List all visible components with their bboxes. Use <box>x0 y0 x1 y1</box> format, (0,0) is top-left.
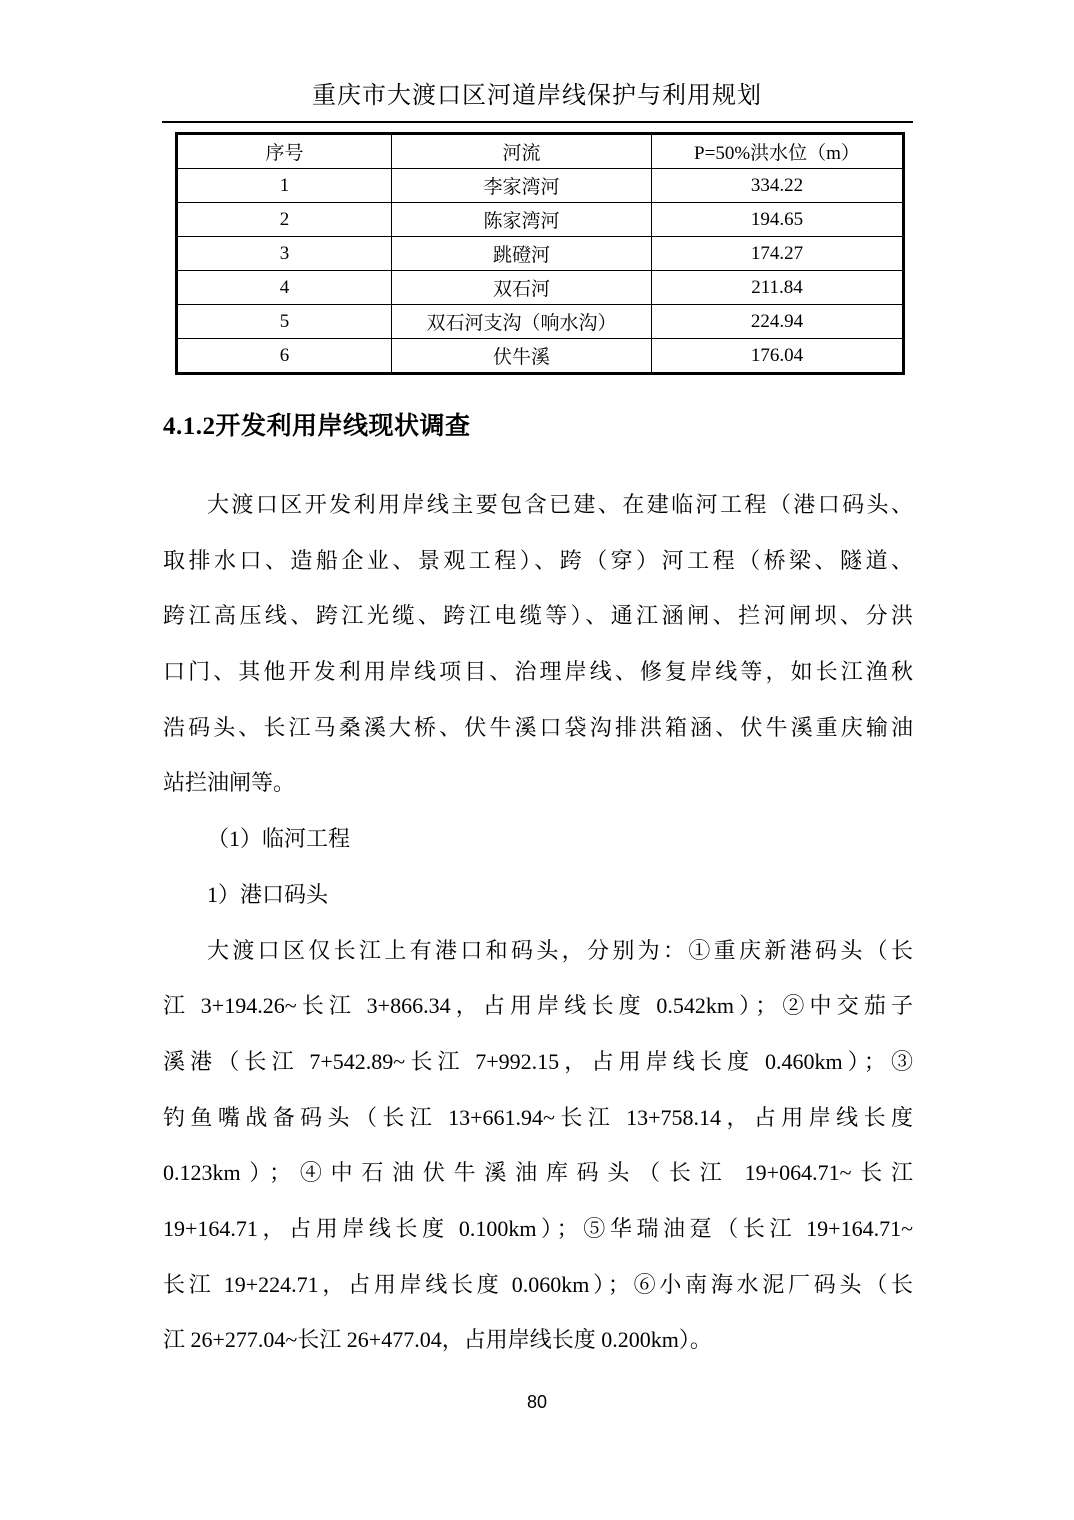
table-header-cell-river: 河流 <box>392 134 652 169</box>
table-cell-level: 211.84 <box>652 271 904 305</box>
flood-level-table <box>175 132 905 375</box>
table-cell-level: 224.94 <box>652 305 904 339</box>
table-header-cell-no: 序号 <box>177 134 392 169</box>
header-rule <box>162 121 913 123</box>
header-title: 重庆市大渡口区河道岸线保护与利用规划 <box>312 83 762 109</box>
paragraph-line: 大渡口区仅长江上有港口和码头，分别为：①重庆新港码头（长 <box>207 937 913 963</box>
table-cell-no: 1 <box>177 169 392 203</box>
table-cell-level: 194.65 <box>652 203 904 237</box>
list-item-heading: （1）临河工程 <box>207 826 351 852</box>
table-cell-river: 双石河支沟（响水沟） <box>392 305 652 339</box>
table-cell-level: 174.27 <box>652 237 904 271</box>
paragraph-line: 19+164.71，占用岸线长度 0.100km）；⑤华瑞油趸（长江 19+164.71~ <box>163 1215 913 1241</box>
paragraph-line: 浩码头、长江马桑溪大桥、伏牛溪口袋沟排洪箱涵、伏牛溪重庆输油 <box>163 714 913 740</box>
table-row <box>177 203 904 237</box>
table-cell-no: 4 <box>177 271 392 305</box>
table-cell-no: 2 <box>177 203 392 237</box>
paragraph-line: 钓鱼嘴战备码头（长江 13+661.94~长江 13+758.14，占用岸线长度 <box>163 1104 913 1130</box>
table-row <box>177 237 904 271</box>
table-cell-river: 伏牛溪 <box>392 339 652 374</box>
paragraph-line: 跨江高压线、跨江光缆、跨江电缆等）、通江涵闸、拦河闸坝、分洪 <box>163 603 913 629</box>
table-cell-river: 陈家湾河 <box>392 203 652 237</box>
page-number: 80 <box>526 1392 548 1412</box>
table-header-cell-level: P=50%洪水位（m） <box>652 134 904 169</box>
table-cell-river: 双石河 <box>392 271 652 305</box>
paragraph-line: 取排水口、造船企业、景观工程）、跨（穿）河工程（桥梁、隧道、 <box>163 547 913 573</box>
paragraph-line: 溪港（长江 7+542.89~长江 7+992.15，占用岸线长度 0.460km）；③ <box>163 1048 913 1074</box>
paragraph-line: 江 26+277.04~长江 26+477.04，占用岸线长度 0.200km）。 <box>163 1327 712 1353</box>
table-row <box>177 339 904 374</box>
paragraph-line: 0.123km）；④中石油伏牛溪油库码头（长江 19+064.71~长江 <box>163 1160 913 1186</box>
table-cell-no: 6 <box>177 339 392 374</box>
table-cell-river: 李家湾河 <box>392 169 652 203</box>
table-row <box>177 305 904 339</box>
section-heading: 4.1.2开发利用岸线现状调查 <box>163 413 471 440</box>
list-item-heading: 1）港口码头 <box>207 881 329 907</box>
table-cell-no: 5 <box>177 305 392 339</box>
table-header-row <box>177 134 904 169</box>
table-cell-level: 176.04 <box>652 339 904 374</box>
table-cell-level: 334.22 <box>652 169 904 203</box>
table-row <box>177 169 904 203</box>
paragraph-line: 大渡口区开发利用岸线主要包含已建、在建临河工程（港口码头、 <box>207 492 913 517</box>
paragraph-line: 长江 19+224.71，占用岸线长度 0.060km）；⑥小南海水泥厂码头（长 <box>163 1271 913 1297</box>
table-cell-river: 跳磴河 <box>392 237 652 271</box>
body-text <box>163 477 913 1368</box>
paragraph-line: 口门、其他开发利用岸线项目、治理岸线、修复岸线等，如长江渔秋 <box>163 659 913 685</box>
table-cell-no: 3 <box>177 237 392 271</box>
paragraph-line: 站拦油闸等。 <box>163 770 296 796</box>
paragraph-line: 江 3+194.26~长江 3+866.34，占用岸线长度 0.542km）；②中交茄子 <box>163 993 913 1019</box>
table-row <box>177 271 904 305</box>
